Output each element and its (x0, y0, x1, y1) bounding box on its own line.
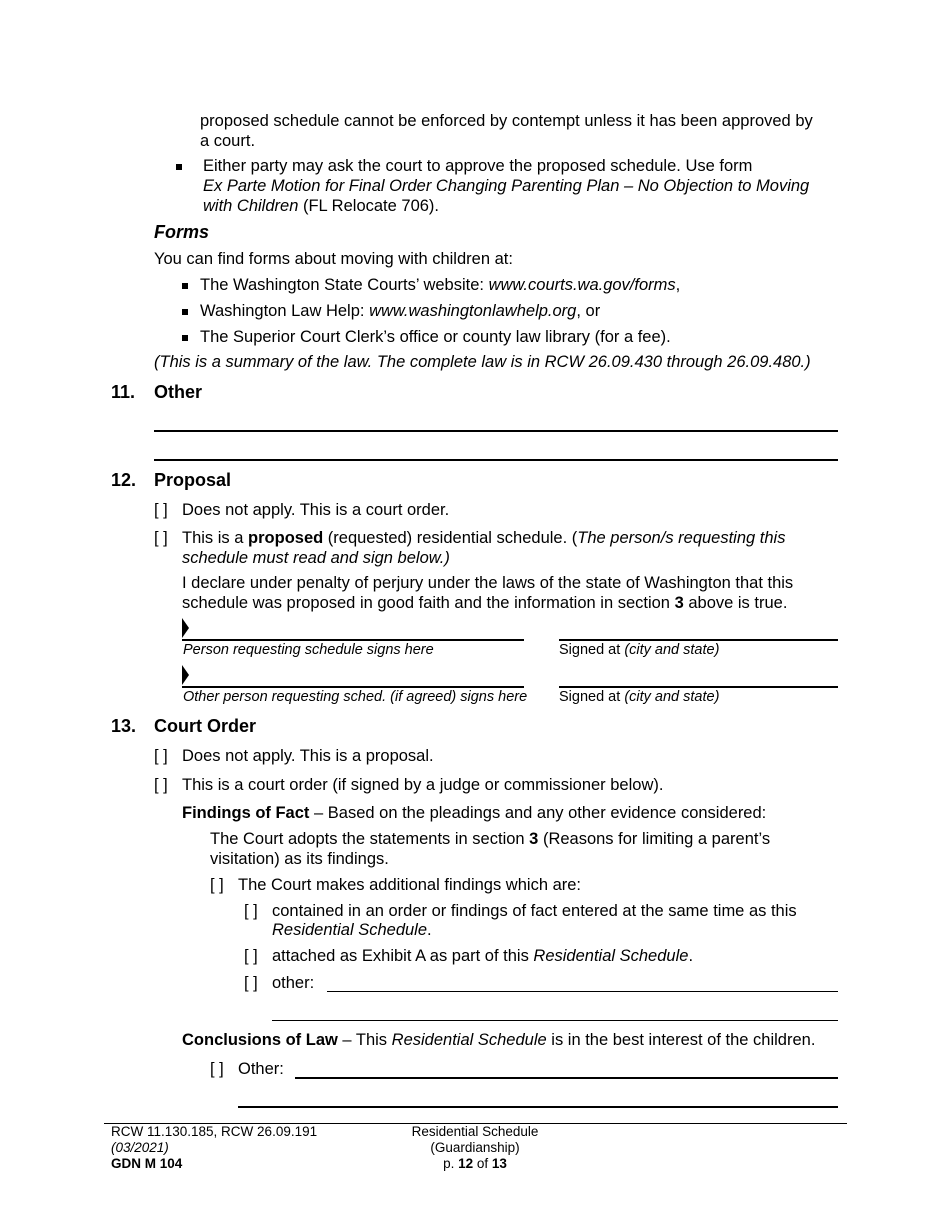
punctuation: , or (576, 302, 601, 320)
option-contained-in-order-line1: contained in an order or findings of fact entered at the same time as this (272, 902, 797, 920)
checkbox-contained-in-order[interactable]: [ ] (244, 902, 258, 920)
checkbox-not-apply-proposal[interactable]: [ ] (154, 747, 168, 765)
bullet-icon (182, 335, 188, 341)
option-bold: proposed (248, 529, 324, 547)
conclusions-of-law (182, 1031, 815, 1050)
page-total: 13 (491, 1156, 507, 1171)
adopt-statements-line2: visitation) as its findings. (210, 850, 389, 868)
checkbox-other-conclusions[interactable]: [ ] (210, 1060, 224, 1078)
signed-at-label: Signed at (559, 642, 625, 658)
declaration-text: schedule was proposed in good faith and the information in section (182, 594, 675, 612)
page-separator: of (473, 1156, 492, 1171)
declaration-bold: 3 (674, 594, 684, 612)
courts-website-link[interactable]: www.courts.wa.gov/forms (488, 276, 676, 294)
conclusions-text: – This (337, 1031, 392, 1049)
section-12-number: 12. (111, 470, 137, 490)
forms-item-lawhelp (200, 302, 600, 321)
punctuation: . (427, 921, 432, 939)
findings-heading: Findings of Fact (182, 804, 310, 822)
forms-heading: Forms (154, 222, 210, 242)
page-current: 12 (458, 1156, 474, 1171)
sign-here-arrow-icon (182, 618, 189, 638)
adopt-text: The Court adopts the statements in section (210, 830, 530, 848)
option-court-order: This is a court order (if signed by a judge or commissioner below). (182, 776, 664, 794)
checkbox-proposed-schedule[interactable]: [ ] (154, 529, 168, 547)
footer-date: (03/2021) (111, 1140, 169, 1155)
signed-at-caption-other-person (559, 689, 719, 705)
intro-continuation-line2: a court. (200, 132, 256, 150)
form-number-text: (FL Relocate 706). (298, 197, 439, 215)
other-conclusions-line-2[interactable] (238, 1106, 838, 1108)
other-conclusions-line-1[interactable] (295, 1077, 838, 1079)
form-name-italic: with Children (203, 197, 299, 215)
bullet-icon (182, 283, 188, 289)
option-proposed-schedule-line2: schedule must read and sign below.) (182, 549, 450, 567)
section-13-number: 13. (111, 716, 137, 736)
option-contained-in-order-line2 (272, 921, 432, 940)
other-findings-line-2[interactable] (272, 1020, 838, 1021)
checkbox-not-apply-court-order[interactable]: [ ] (154, 501, 168, 519)
option-text: This is a (182, 529, 249, 547)
other-findings-line-1[interactable] (327, 991, 838, 992)
conclusions-heading: Conclusions of Law (182, 1031, 338, 1049)
forms-item-clerk: The Superior Court Clerk’s office or county law library (for a fee). (200, 328, 671, 346)
adopt-statements-line1 (210, 830, 770, 849)
signature-line-person[interactable] (182, 639, 524, 641)
punctuation: . (688, 947, 694, 965)
city-state-label: (city and state) (624, 642, 720, 658)
option-not-apply-court-order: Does not apply. This is a court order. (182, 501, 450, 519)
conclusions-text: is in the best interest of the children. (546, 1031, 816, 1049)
city-state-label: (city and state) (624, 689, 720, 705)
approve-bullet-line2: Ex Parte Motion for Final Order Changing Parenting Plan – No Objection to Moving (203, 177, 810, 195)
option-additional-findings: The Court makes additional findings which are: (238, 876, 582, 894)
other-input-line-1[interactable] (154, 430, 838, 432)
option-not-apply-proposal: Does not apply. This is a proposal. (182, 747, 434, 765)
footer-page-number (375, 1156, 575, 1171)
forms-item-courts (200, 276, 680, 295)
page-prefix: p. (443, 1156, 459, 1171)
option-other-findings: other: (272, 974, 315, 992)
section-13-title: Court Order (154, 716, 257, 736)
section-11-title: Other (154, 382, 203, 402)
checkbox-other-findings[interactable]: [ ] (244, 974, 258, 992)
approve-bullet-line3 (203, 197, 439, 216)
option-italic: Residential Schedule (533, 947, 689, 965)
checkbox-attached-exhibit[interactable]: [ ] (244, 947, 258, 965)
section-12-title: Proposal (154, 470, 232, 490)
approve-bullet-line1: Either party may ask the court to approve the proposed schedule. Use form (203, 157, 753, 175)
signed-at-label: Signed at (559, 689, 625, 705)
intro-continuation-line1: proposed schedule cannot be enforced by contempt unless it has been approved by (200, 112, 813, 130)
option-other-conclusions: Other: (238, 1060, 284, 1078)
option-italic: The person/s requesting this (577, 529, 786, 547)
signed-at-line-other-person[interactable] (559, 686, 838, 688)
forms-item-courts-label: The Washington State Courts’ website: (200, 276, 489, 294)
option-italic: Residential Schedule (272, 921, 428, 939)
lawhelp-website-link[interactable]: www.washingtonlawhelp.org (369, 302, 577, 320)
footer-form-id: GDN M 104 (111, 1156, 183, 1171)
footer-rcw: RCW 11.130.185, RCW 26.09.191 (111, 1124, 318, 1139)
footer-title-2: (Guardianship) (430, 1140, 520, 1155)
law-summary-note: (This is a summary of the law. The complete law is in RCW 26.09.430 through 26.09.480.) (154, 353, 811, 371)
punctuation: , (675, 276, 681, 294)
option-proposed-schedule (182, 529, 785, 548)
option-attached-exhibit (272, 947, 693, 966)
signature-caption-person: Person requesting schedule signs here (183, 642, 434, 658)
bullet-icon (176, 164, 182, 170)
option-text: attached as Exhibit A as part of this (272, 947, 534, 965)
adopt-text: (Reasons for limiting a parent’s (538, 830, 771, 848)
footer-title-1: Residential Schedule (411, 1124, 539, 1139)
bullet-icon (182, 309, 188, 315)
declaration-line1: I declare under penalty of perjury under the laws of the state of Washington that this (182, 574, 794, 592)
sign-here-arrow-icon (182, 665, 189, 685)
option-text: (requested) residential schedule. ( (323, 529, 578, 547)
declaration-text: above is true. (683, 594, 788, 612)
section-11-number: 11. (111, 382, 136, 402)
signed-at-line-person[interactable] (559, 639, 838, 641)
forms-intro: You can find forms about moving with children at: (154, 250, 513, 268)
declaration-line2 (182, 594, 787, 613)
forms-item-lawhelp-label: Washington Law Help: (200, 302, 370, 320)
checkbox-court-order[interactable]: [ ] (154, 776, 168, 794)
signature-line-other-person[interactable] (182, 686, 524, 688)
other-input-line-2[interactable] (154, 459, 838, 461)
conclusions-italic: Residential Schedule (391, 1031, 547, 1049)
findings-text: – Based on the pleadings and any other evidence considered: (309, 804, 767, 822)
checkbox-additional-findings[interactable]: [ ] (210, 876, 224, 894)
signature-caption-other-person: Other person requesting sched. (if agreed) signs here (183, 689, 528, 705)
adopt-bold: 3 (529, 830, 539, 848)
findings-of-fact (182, 804, 766, 823)
signed-at-caption-person (559, 642, 719, 658)
